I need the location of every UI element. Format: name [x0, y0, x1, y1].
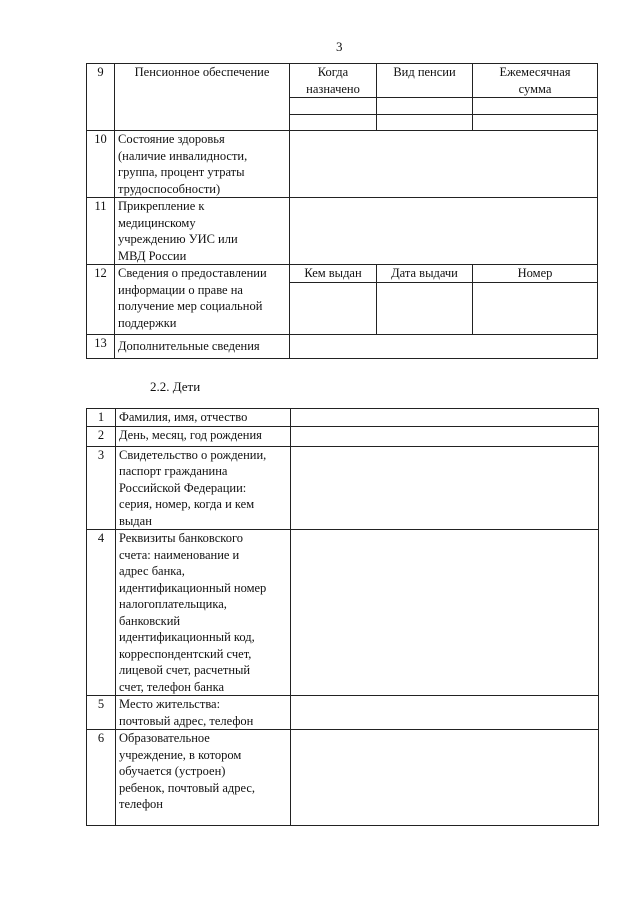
column-header: Вид пенсии	[377, 64, 473, 98]
pension-type-field[interactable]	[377, 115, 473, 131]
row-label: Место жительства: почтовый адрес, телефон	[116, 696, 291, 730]
row-label: Сведения о предоставлении информации о праве на получение мер социальной поддержки	[115, 265, 290, 335]
table-row	[87, 426, 599, 446]
pension-date-field[interactable]	[290, 115, 377, 131]
value-field[interactable]	[291, 426, 599, 446]
table-row	[87, 730, 599, 826]
page-number: 3	[336, 39, 343, 54]
value-field[interactable]	[291, 696, 599, 730]
row-label: Фамилия, имя, отчество	[116, 409, 291, 427]
row-number: 1	[87, 409, 116, 427]
row-number: 10	[87, 131, 115, 198]
pension-type-field[interactable]	[377, 98, 473, 115]
value-field[interactable]	[291, 409, 599, 427]
table-row	[87, 409, 599, 427]
table-row	[87, 696, 599, 730]
additional-field[interactable]	[290, 335, 598, 359]
row-label: Образовательное учреждение, в котором обучается (устроен) ребенок, почтовый адрес, телефон	[116, 730, 291, 826]
health-field[interactable]	[290, 131, 598, 198]
row-number: 11	[87, 198, 115, 265]
section-title: 2.2. Дети	[150, 379, 201, 394]
row-label: Свидетельство о рождении, паспорт гражданина Российской Федерации: серия, номер, когда и кем выдан	[116, 446, 291, 530]
value-field[interactable]	[291, 730, 599, 826]
pension-date-field[interactable]	[290, 98, 377, 115]
children-table	[86, 408, 599, 826]
table-row-social-support	[87, 265, 598, 283]
table-row	[87, 530, 599, 696]
row-number: 13	[87, 335, 115, 359]
row-label: Прикрепление к медицинскому учреждению УИС или МВД России	[115, 198, 290, 265]
row-label: День, месяц, год рождения	[116, 426, 291, 446]
row-number: 6	[87, 730, 116, 826]
table-row-additional	[87, 335, 598, 359]
issued-by-field[interactable]	[290, 283, 377, 335]
value-field[interactable]	[291, 530, 599, 696]
column-header: Когда назначено	[290, 64, 377, 98]
row-number: 5	[87, 696, 116, 730]
table-row-health	[87, 131, 598, 198]
pension-amount-field[interactable]	[473, 98, 598, 115]
row-number: 12	[87, 265, 115, 335]
column-header: Дата выдачи	[377, 265, 473, 283]
row-label: Реквизиты банковского счета: наименование и адрес банка, идентификационный номер налогоплательщика, банковский идентификационный код, корреспондентский счет, лицевой счет, расчетный счет, телефон банка	[116, 530, 291, 696]
row-label: Состояние здоровья (наличие инвалидности, группа, процент утраты трудоспособности)	[115, 131, 290, 198]
column-header: Ежемесячная сумма	[473, 64, 598, 98]
table-row-medical	[87, 198, 598, 265]
row-number: 2	[87, 426, 116, 446]
table-row	[87, 446, 599, 530]
row-number: 4	[87, 530, 116, 696]
row-label: Пенсионное обеспечение	[115, 64, 290, 131]
medical-field[interactable]	[290, 198, 598, 265]
row-number: 9	[87, 64, 115, 131]
row-label: Дополнительные сведения	[115, 335, 290, 359]
value-field[interactable]	[291, 446, 599, 530]
pension-amount-field[interactable]	[473, 115, 598, 131]
row-number: 3	[87, 446, 116, 530]
adult-info-table	[86, 63, 598, 359]
column-header: Кем выдан	[290, 265, 377, 283]
issue-date-field[interactable]	[377, 283, 473, 335]
table-row-pension	[87, 64, 598, 98]
number-field[interactable]	[473, 283, 598, 335]
column-header: Номер	[473, 265, 598, 283]
